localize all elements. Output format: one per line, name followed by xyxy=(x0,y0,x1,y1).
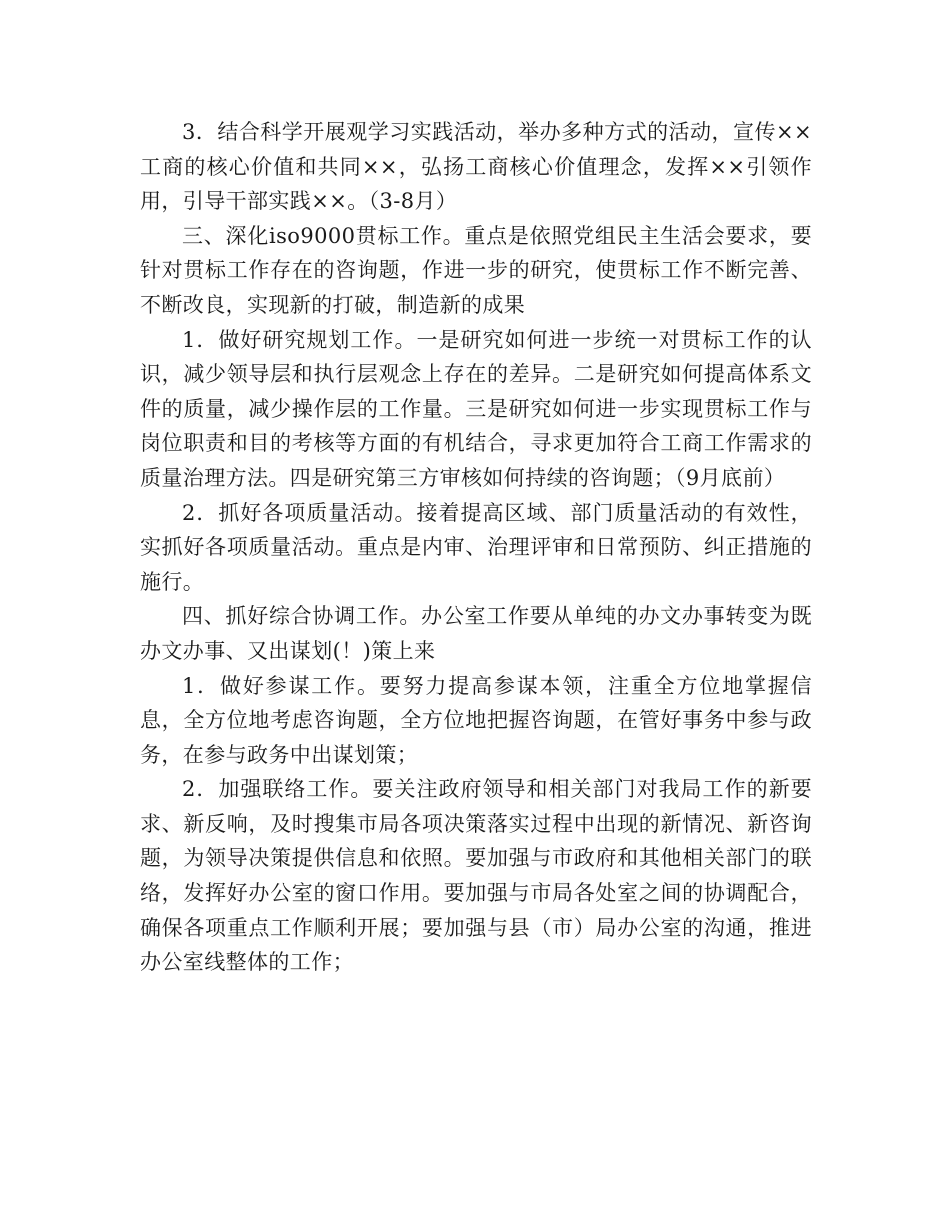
paragraph-4: 2．抓好各项质量活动。接着提高区域、部门质量活动的有效性，实抓好各项质量活动。重点是内审、治理评审和日常预防、纠正措施的施行。 xyxy=(140,500,812,594)
paragraph-1: 3．结合科学开展观学习实践活动，举办多种方式的活动，宣传××工商的核心价值和共同××，弘扬工商核心价值理念，发挥××引领作用，引导干部实践××。（3-8月） xyxy=(140,120,812,214)
paragraph-5: 四、抓好综合协调工作。办公室工作要从单纯的办文办事转变为既办文办事、又出谋划(！)策上来 xyxy=(140,604,812,663)
paragraph-3: 1．做好研究规划工作。一是研究如何进一步统一对贯标工作的认识，减少领导层和执行层观念上存在的差异。二是研究如何提高体系文件的质量，减少操作层的工作量。三是研究如何进一步实现贯标工作与岗位职责和目的考核等方面的有机结合，寻求更加符合工商工作需求的质量治理方法。四是研究第三方审核如何持续的咨询题；（9月底前） xyxy=(140,327,812,490)
paragraph-7: 2．加强联络工作。要关注政府领导和相关部门对我局工作的新要求、新反响，及时搜集市局各项决策落实过程中出现的新情况、新咨询题，为领导决策提供信息和依照。要加强与市政府和其他相关部门的联络，发挥好办公室的窗口作用。要加强与市局各处室之间的协调配合，确保各项重点工作顺利开展；要加强与县（市）局办公室的沟通，推进办公室线整体的工作； xyxy=(140,777,812,975)
paragraph-2: 三、深化iso9000贯标工作。重点是依照党组民主生活会要求，要针对贯标工作存在的咨询题，作进一步的研究，使贯标工作不断完善、不断改良，实现新的打破，制造新的成果 xyxy=(140,223,812,317)
document-body xyxy=(140,115,812,980)
paragraph-6: 1．做好参谋工作。要努力提高参谋本领，注重全方位地掌握信息，全方位地考虑咨询题，全方位地把握咨询题，在管好事务中参与政务，在参与政务中出谋划策； xyxy=(140,673,812,767)
